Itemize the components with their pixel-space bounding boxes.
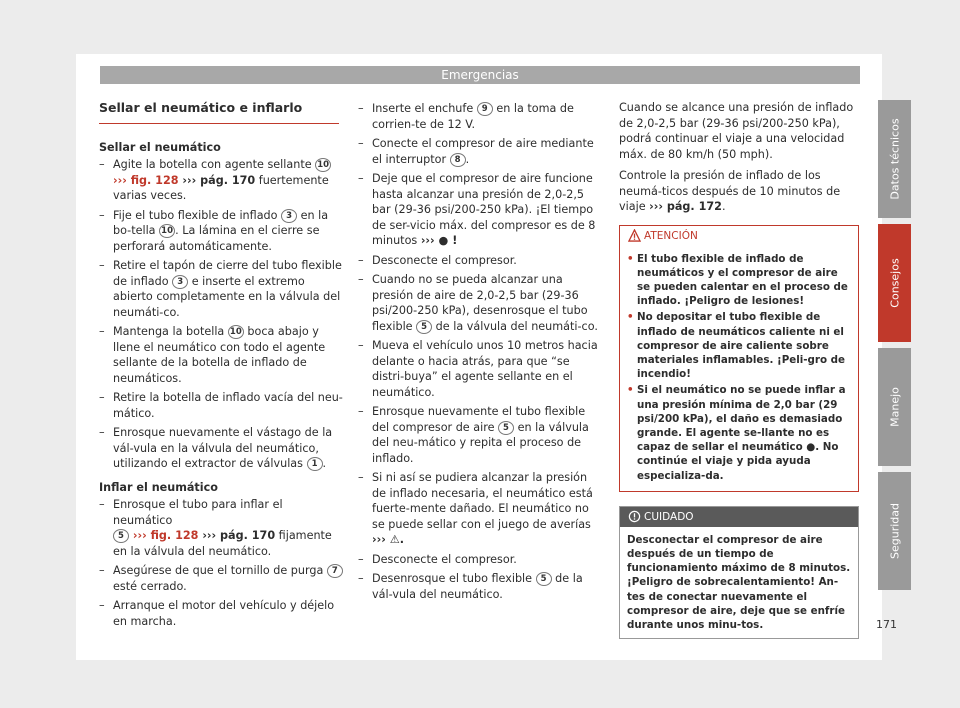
warning-reference[interactable]: ››› ● ! (420, 234, 458, 247)
callout-number: 5 (536, 572, 552, 586)
warning-title: ATENCIÓN (644, 229, 698, 242)
list-item: – Enrosque nuevamente el tubo flexible del compresor de aire 5 en la válvula del neu-mático y repita el proceso de inflado. (358, 404, 603, 466)
paragraph: Cuando se alcance una presión de inflado de 2,0-2,5 bar (29-36 psi/200-250 kPa), podrá continuar el viaje a una velocidad máx. de 80 km/h (50 mph). (619, 101, 854, 161)
page-link[interactable]: ››› pág. 172 (649, 200, 722, 213)
warning-reference[interactable]: ››› ⚠. (372, 533, 405, 546)
seal-heading: Sellar el neumático (99, 140, 221, 154)
column-2 (358, 101, 603, 606)
list-item: – Inserte el enchufe 9 en la toma de corrien-te de 12 V. (358, 101, 603, 132)
list-item: – Cuando no se pueda alcanzar una presión de aire de 2,0-2,5 bar (29-36 psi/200-250 kPa), desenrosque el tubo flexible 5 de la válvula del neumáti-co. (358, 272, 603, 334)
caution-body: Desconectar el compresor de aire después de un tiempo de funcionamiento máximo de 8 minutos. ¡Peligro de sobrecalentamiento! An-tes de conectar nuevamente el compresor de aire, deje que se enfríe durante unos minu-tos. (627, 533, 851, 631)
list-item: – Arranque el motor del vehículo y déjelo en marcha. (99, 598, 344, 629)
tab-manejo[interactable]: Manejo (878, 348, 911, 466)
list-item: – Conecte el compresor de aire mediante el interruptor 8 . (358, 136, 603, 167)
caution-box (619, 506, 859, 639)
warning-header (620, 226, 858, 246)
list-item: – Fije el tubo flexible de inflado 3 en la bo-tella 10 . La lámina en el cierre se perforará automáticamente. (99, 208, 344, 255)
tab-datos-tecnicos[interactable]: Datos técnicos (878, 100, 911, 218)
tab-consejos[interactable]: Consejos (878, 224, 911, 342)
caution-header (620, 507, 858, 527)
page-link[interactable]: ››› pág. 170 (198, 529, 276, 542)
caution-title: CUIDADO (644, 510, 694, 523)
warning-body (620, 246, 858, 491)
callout-number: 3 (281, 209, 297, 223)
list-item: – Retire el tapón de cierre del tubo flexible de inflado 3 e inserte el extremo abierto completamente en la válvula del neumáti-co. (99, 258, 344, 320)
page-number: 171 (876, 618, 897, 631)
figure-link[interactable]: ››› fig. 128 (113, 173, 179, 187)
list-item: – Si ni así se pudiera alcanzar la presión de inflado necesaria, el neumático está fuerte-mente dañado. El neumático no se puede sellar con el juego de averías ››› ⚠. (358, 470, 603, 548)
list-item: – Agite la botella con agente sellante 10 ››› fig. 128 ››› pág. 170 fuertemente varias veces. (99, 157, 344, 204)
warning-item: • No depositar el tubo flexible de inflado de neumáticos caliente ni el compresor de aire caliente sobre materiales inflamables. ¡Peli-gro de incendio! (627, 310, 851, 381)
column-1 (99, 100, 344, 633)
list-item: – Deje que el compresor de aire funcione hasta alcanzar una presión de 2,0-2,5 bar (29-36 psi/200-250 kPa). ¡El tiempo de ser-vicio máx. del compresor es de 8 minutos ››› ● ! (358, 171, 603, 249)
figure-link[interactable]: ››› fig. 128 (129, 529, 199, 542)
column-3 (619, 100, 859, 639)
tab-seguridad[interactable]: Seguridad (878, 472, 911, 590)
callout-number: 1 (307, 457, 323, 471)
callout-number: 3 (172, 275, 188, 289)
paragraph: Controle la presión de inflado de los neumá-ticos después de 10 minutos de viaje ››› pág. 172. (619, 169, 841, 213)
list-item: – Asegúrese de que el tornillo de purga 7 esté cerrado. (99, 563, 344, 594)
warning-triangle-icon (628, 229, 641, 242)
callout-number: 5 (113, 529, 129, 543)
callout-number: 5 (498, 421, 514, 435)
callout-number: 10 (315, 158, 331, 172)
list-item: – Enrosque el tubo para inflar el neumático 5 ››› fig. 128 ››› pág. 170 fijamente en la válvula del neumático. (99, 497, 344, 559)
callout-number: 9 (477, 102, 493, 116)
info-circle-icon (628, 510, 641, 523)
list-item: – Desconecte el compresor. (358, 552, 603, 568)
page-link[interactable]: ››› pág. 170 (178, 173, 256, 187)
callout-number: 8 (450, 153, 466, 167)
callout-number: 10 (159, 224, 175, 238)
callout-number: 7 (327, 564, 343, 578)
warning-item: • El tubo flexible de inflado de neumáticos y el compresor de aire se pueden calentar en el proceso de inflado. ¡Peligro de lesiones! (627, 252, 851, 309)
list-item: – Mantenga la botella 10 boca abajo y llene el neumático con todo el agente sellante de la botella de inflado de neumáticos. (99, 324, 344, 386)
list-item: – Desconecte el compresor. (358, 253, 603, 269)
warning-box (619, 225, 859, 492)
callout-number: 5 (416, 320, 432, 334)
callout-number: 10 (228, 325, 244, 339)
list-item: – Retire la botella de inflado vacía del neu-mático. (99, 390, 344, 421)
warning-item: • Si el neumático no se puede inflar a una presión mínima de 2,0 bar (29 psi/200 kPa), el daño es demasiado grande. El agente se-llante no es capaz de sellar el neumático ●. No continúe el viaje y pida ayuda especializa-da. (627, 383, 851, 482)
list-item: – Enrosque nuevamente el vástago de la vál-vula en la válvula del neumático, utilizando el extractor de válvulas 1 . (99, 425, 344, 472)
list-item: – Mueva el vehículo unos 10 metros hacia delante o hacia atrás, para que “se distri-buya” el agente sellante en el neumático. (358, 338, 603, 400)
page-title: Sellar el neumático e inflarlo (99, 100, 339, 124)
inflate-heading: Inflar el neumático (99, 480, 218, 494)
list-item: – Desenrosque el tubo flexible 5 de la vál-vula del neumático. (358, 571, 603, 602)
section-header: Emergencias (100, 66, 860, 84)
